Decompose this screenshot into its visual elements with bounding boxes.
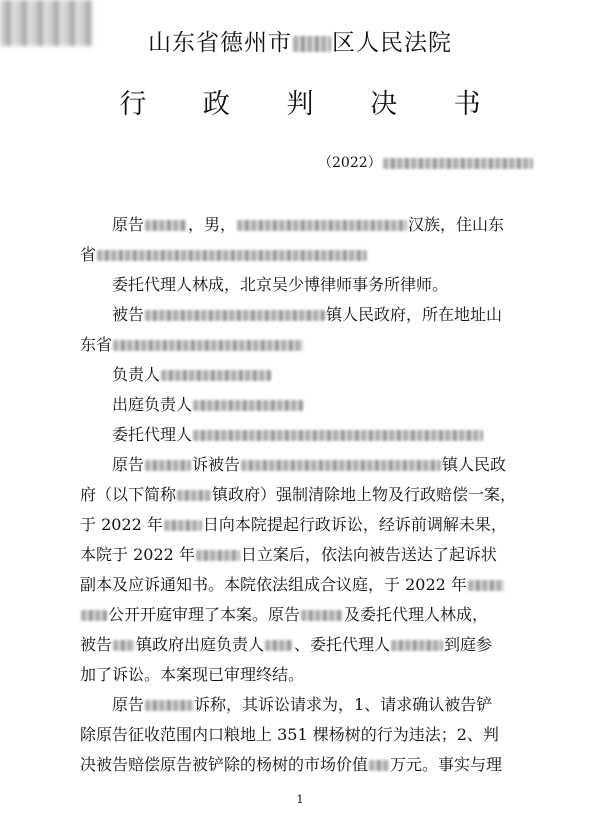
line-text: 府（以下简称 — [80, 485, 177, 504]
court-name-prefix: 山东省德州市 — [148, 30, 292, 56]
line-text: 被告 — [112, 305, 145, 324]
line-text: 诉被告 — [192, 455, 241, 474]
redacted-text — [241, 460, 441, 471]
redacted-text — [193, 400, 303, 411]
line-text: 委托代理人 — [112, 425, 193, 444]
line-text: 委托代理人林成，北京吴少博律师事务所律师。 — [112, 275, 449, 294]
paragraph-line — [80, 725, 499, 745]
paragraph-line — [80, 485, 516, 505]
case-number — [318, 152, 534, 172]
line-text: 镇政府）强制清除地上物及行政赔偿一案， — [212, 485, 517, 504]
redacted-text — [196, 550, 240, 561]
redacted-text — [113, 640, 135, 651]
redacted-text — [145, 220, 187, 231]
line-text: 东省 — [80, 335, 113, 354]
line-text: ，男， — [188, 215, 237, 234]
paragraph-line — [80, 755, 502, 775]
paragraph-line — [112, 305, 502, 325]
redacted-text — [177, 490, 211, 501]
redacted-text — [145, 310, 325, 321]
line-text: 到庭参 — [444, 635, 493, 654]
redacted-text — [265, 640, 293, 651]
redacted-text — [113, 340, 303, 351]
court-name-suffix: 区人民法院 — [332, 30, 452, 56]
line-text: 出庭负责人 — [112, 395, 193, 414]
redacted-text — [161, 370, 271, 381]
redacted-text — [468, 580, 504, 591]
redacted-text — [301, 610, 343, 621]
paragraph-line — [80, 545, 497, 565]
line-text: 镇人民政 — [442, 455, 507, 474]
line-text: 万元。事实与理 — [390, 755, 503, 774]
redacted-text — [97, 250, 367, 261]
paragraph-line — [112, 215, 504, 235]
line-text: 日向本院提起行政诉讼，经诉前调解未果， — [202, 515, 507, 534]
paragraph-line — [112, 695, 492, 715]
line-text: 、委托代理人 — [294, 635, 391, 654]
paragraph-line — [80, 635, 492, 655]
line-text: 原告 — [112, 455, 145, 474]
line-text: 原告 — [112, 215, 145, 234]
redacted-text — [369, 760, 389, 771]
paragraph-line — [80, 605, 488, 625]
page-number: 1 — [296, 793, 304, 806]
line-text: 于 2022 年 — [80, 515, 163, 534]
paragraph-line — [112, 395, 304, 415]
paragraph-line — [112, 365, 272, 385]
paragraph-line — [80, 245, 368, 265]
document-type: 行 政 判 决 书 — [119, 89, 505, 120]
line-text: 镇政府出庭负责人 — [136, 635, 265, 654]
line-text: 除原告征收范围内口粮地上 351 棵杨树的行为违法；2、判 — [80, 725, 499, 744]
line-text: 镇人民政府，所在地址山 — [326, 305, 503, 324]
redacted-text — [193, 430, 483, 441]
redacted-text — [383, 158, 533, 169]
paragraph-line — [80, 665, 304, 685]
paragraph-line — [80, 515, 507, 535]
redacted-text — [391, 640, 443, 651]
line-text: 副本及应诉通知书。本院依法组成合议庭，于 2022 年 — [80, 575, 467, 594]
line-text: 诉称，其诉讼请求为，1、请求确认被告铲 — [194, 695, 493, 714]
court-name — [0, 24, 600, 57]
line-text: 公开开庭审理了本案。原告 — [108, 605, 301, 624]
redacted-text — [293, 36, 331, 52]
line-text: 省 — [80, 245, 97, 264]
case-number-year: （2022） — [318, 155, 382, 171]
line-text: 负责人 — [112, 365, 161, 384]
redacted-text — [81, 610, 107, 621]
paragraph-line — [112, 455, 506, 475]
paragraph-line — [80, 575, 505, 595]
paragraph-line — [112, 425, 484, 445]
paragraph-line — [112, 275, 448, 295]
line-text: 及委托代理人林成， — [344, 605, 489, 624]
line-text: 汉族，住山东 — [408, 215, 505, 234]
line-text: 原告 — [112, 695, 145, 714]
line-text: 被告 — [80, 635, 113, 654]
redacted-text — [164, 520, 202, 531]
paragraph-line — [80, 335, 304, 355]
redacted-text — [145, 460, 191, 471]
redacted-text — [145, 700, 193, 711]
redacted-text — [237, 220, 407, 231]
line-text: 日立案后，依法向被告送达了起诉状 — [240, 545, 497, 564]
line-text: 本院于 2022 年 — [80, 545, 195, 564]
line-text: 加了诉讼。本案现已审理终结。 — [80, 665, 305, 684]
line-text: 决被告赔偿原告被铲除的杨树的市场价值 — [80, 755, 369, 774]
